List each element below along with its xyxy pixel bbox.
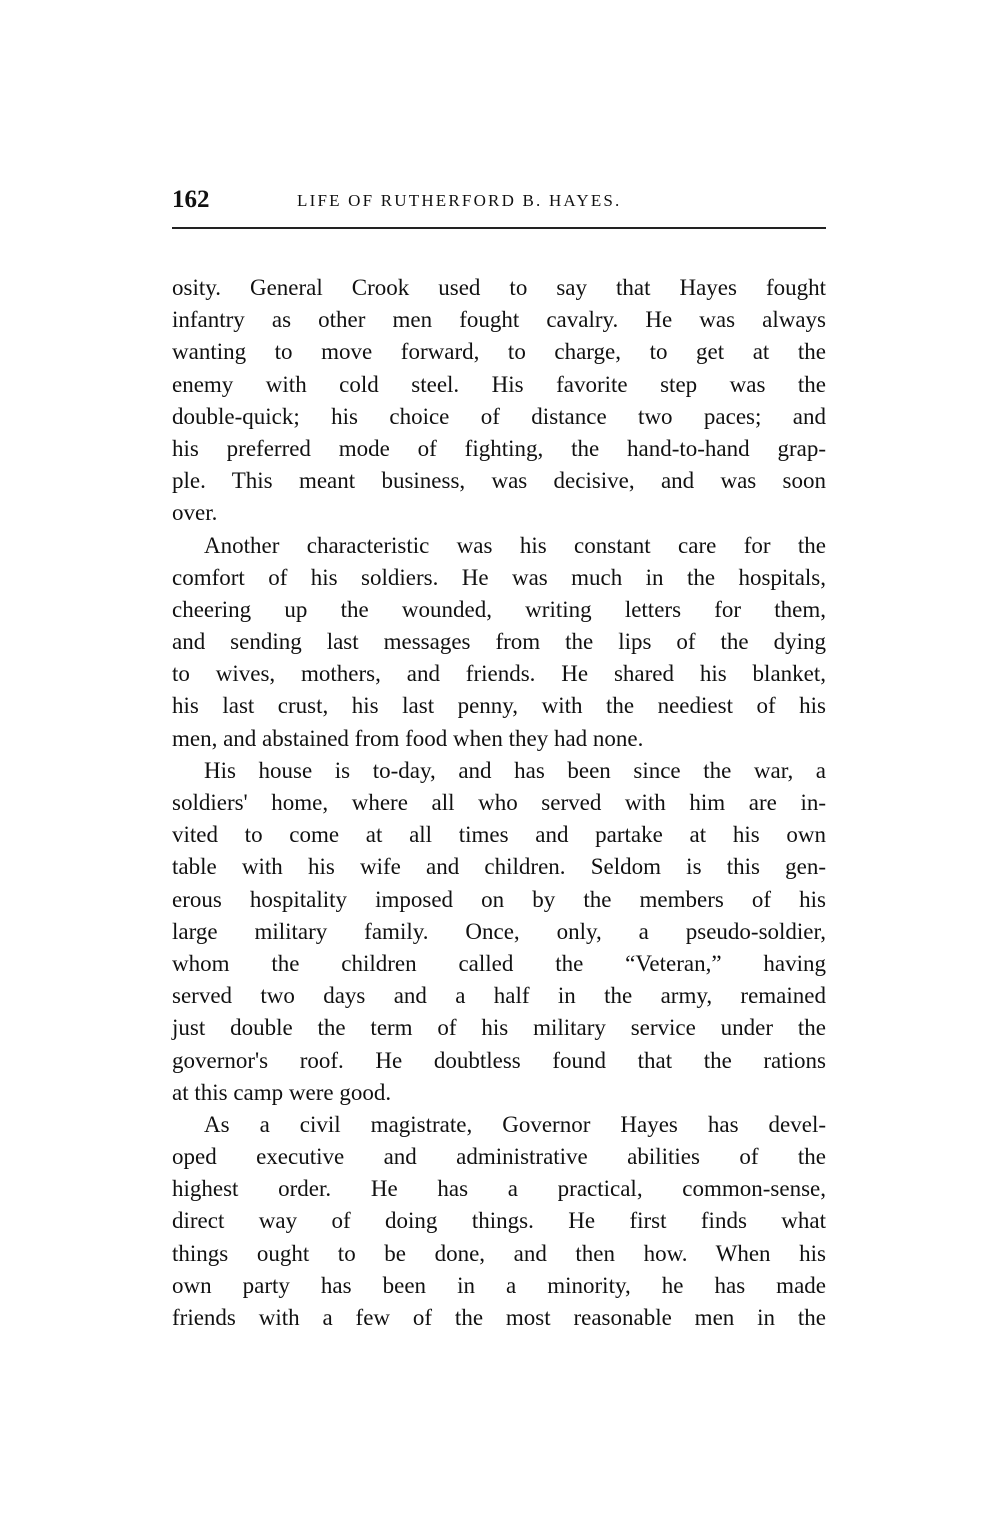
text-line: his last crust, his last penny, with the neediest of his <box>172 693 826 719</box>
text-line: friends with a few of the most reasonable men in the <box>172 1305 826 1330</box>
text-line: erous hospitality imposed on by the members of his <box>172 886 826 912</box>
text-line: vited to come at all times and partake at his own <box>172 822 826 848</box>
text-line: wanting to move forward, to charge, to get at the <box>172 339 826 365</box>
text-line: cheering up the wounded, writing letters for them, <box>172 596 826 622</box>
text-line: highest order. He has a practical, common-sense, <box>172 1176 826 1202</box>
header-rule <box>172 227 826 229</box>
text-line: table with his wife and children. Seldom is this gen- <box>172 854 826 880</box>
text-line: direct way of doing things. He first finds what <box>172 1208 826 1234</box>
text-line: comfort of his soldiers. He was much in the hospitals, <box>172 564 826 590</box>
text-line: As a civil magistrate, Governor Hayes has devel- <box>204 1111 826 1137</box>
text-line: just double the term of his military service under the <box>172 1015 826 1041</box>
text-line: men, and abstained from food when they had none. <box>172 725 644 751</box>
text-line: double-quick; his choice of distance two paces; and <box>172 403 826 429</box>
body-text <box>172 272 826 1334</box>
page-number: 162 <box>172 186 210 213</box>
text-line: soldiers' home, where all who served with him are in- <box>172 790 826 815</box>
text-line: ple. This meant business, was decisive, and was soon <box>172 468 826 494</box>
text-line: infantry as other men fought cavalry. He was always <box>172 307 826 333</box>
text-line: enemy with cold steel. His favorite step was the <box>172 371 826 397</box>
text-line: over. <box>172 500 218 526</box>
text-line: at this camp were good. <box>172 1079 392 1105</box>
page-header <box>172 186 826 216</box>
text-line: served two days and a half in the army, remained <box>172 983 826 1009</box>
text-line: and sending last messages from the lips of the dying <box>172 629 826 655</box>
paragraph <box>172 755 826 1109</box>
text-line: oped executive and administrative abilities of the <box>172 1144 826 1170</box>
text-line: large military family. Once, only, a pseudo-soldier, <box>172 918 826 944</box>
paragraph <box>172 1109 826 1334</box>
text-line: osity. General Crook used to say that Hayes fought <box>172 275 826 300</box>
text-line: things ought to be done, and then how. When his <box>172 1240 826 1266</box>
text-line: whom the children called the “Veteran,” having <box>172 950 826 976</box>
text-line: governor's roof. He doubtless found that the rations <box>172 1047 826 1073</box>
text-line: own party has been in a minority, he has made <box>172 1272 826 1298</box>
text-line: to wives, mothers, and friends. He shared his blanket, <box>172 661 826 687</box>
text-line: His house is to-day, and has been since the war, a <box>204 757 826 783</box>
running-title: LIFE OF RUTHERFORD B. HAYES. <box>297 191 622 210</box>
paragraph <box>172 272 826 530</box>
text-line: Another characteristic was his constant care for the <box>204 532 826 558</box>
paragraph <box>172 530 826 755</box>
text-line: his preferred mode of fighting, the hand-to-hand grap- <box>172 435 826 461</box>
